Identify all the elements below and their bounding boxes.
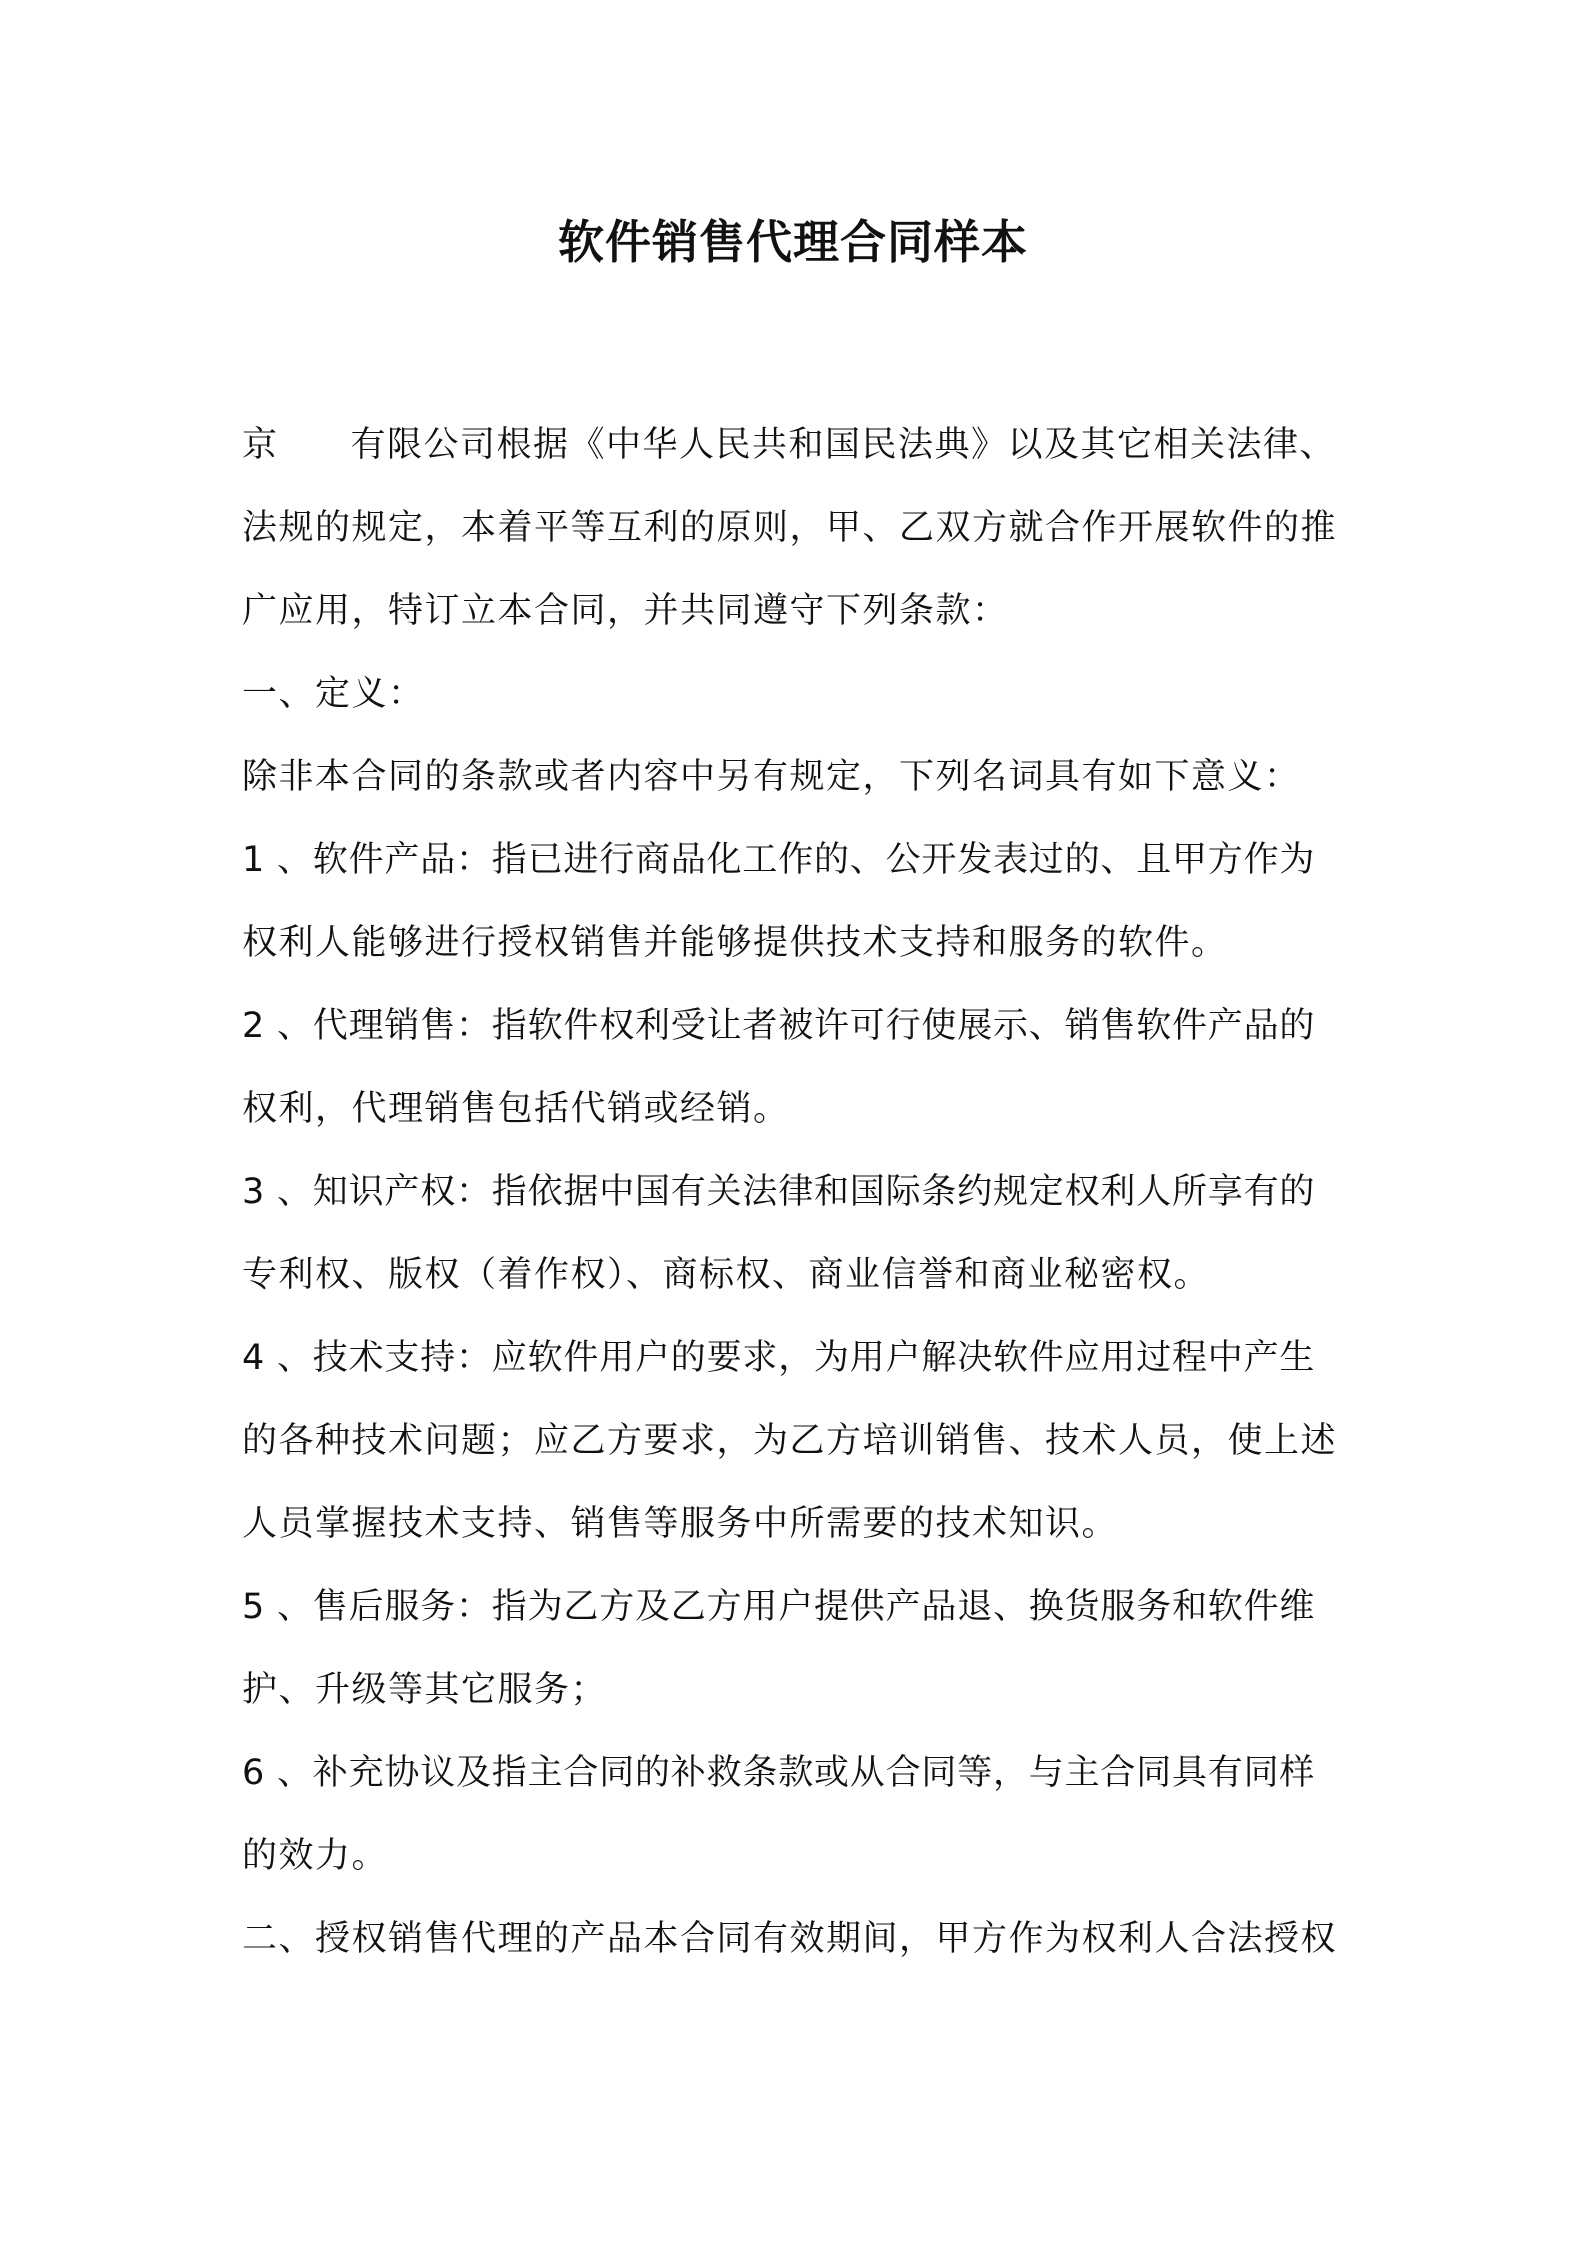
definition-1-line-2: 权利人能够进行授权销售并能够提供技术支持和服务的软件。 [242,923,1228,963]
intro-line-2: 法规的规定，本着平等互利的原则，甲、乙双方就合作开展软件的推 [242,508,1338,548]
intro-prefix: 京 [242,425,279,465]
definition-4-line-3: 人员掌握技术支持、销售等服务中所需要的技术知识。 [242,1504,1119,1544]
document-body [242,404,1357,1981]
definition-6-line-2: 的效力。 [242,1836,389,1876]
section-1-heading: 一、定义： [242,674,425,714]
intro-line-1 [242,404,1357,487]
definition-1-line-1: 1 、软件产品：指已进行商品化工作的、公开发表过的、且甲方作为 [242,840,1316,880]
definition-3-line-1: 3 、知识产权：指依据中国有关法律和国际条约规定权利人所享有的 [242,1172,1316,1212]
document-title: 软件销售代理合同样本 [558,215,1028,269]
definition-6-line-1: 6 、补充协议及指主合同的补救条款或从合同等，与主合同具有同样 [242,1753,1316,1793]
intro-line-1-text: 有限公司根据《中华人民共和国民法典》以及其它相关法律、 [350,425,1337,465]
definition-3-line-2: 专利权、版权（着作权）、商标权、商业信誉和商业秘密权。 [242,1255,1211,1295]
section-2-line-1: 二、授权销售代理的产品本合同有效期间，甲方作为权利人合法授权 [242,1919,1338,1959]
definition-5-line-2: 护、升级等其它服务； [242,1670,608,1710]
intro-line-3: 广应用，特订立本合同，并共同遵守下列条款： [242,591,1009,631]
definition-4-line-1: 4 、技术支持：应软件用户的要求，为用户解决软件应用过程中产生 [242,1338,1316,1378]
definition-5-line-1: 5 、售后服务：指为乙方及乙方用户提供产品退、换货服务和软件维 [242,1587,1316,1627]
section-1-lead: 除非本合同的条款或者内容中另有规定，下列名词具有如下意义： [242,757,1301,797]
definition-2-line-1: 2 、代理销售：指软件权利受让者被许可行使展示、销售软件产品的 [242,1006,1316,1046]
definition-4-line-2: 的各种技术问题；应乙方要求，为乙方培训销售、技术人员，使上述 [242,1421,1338,1461]
definition-2-line-2: 权利，代理销售包括代销或经销。 [242,1089,790,1129]
